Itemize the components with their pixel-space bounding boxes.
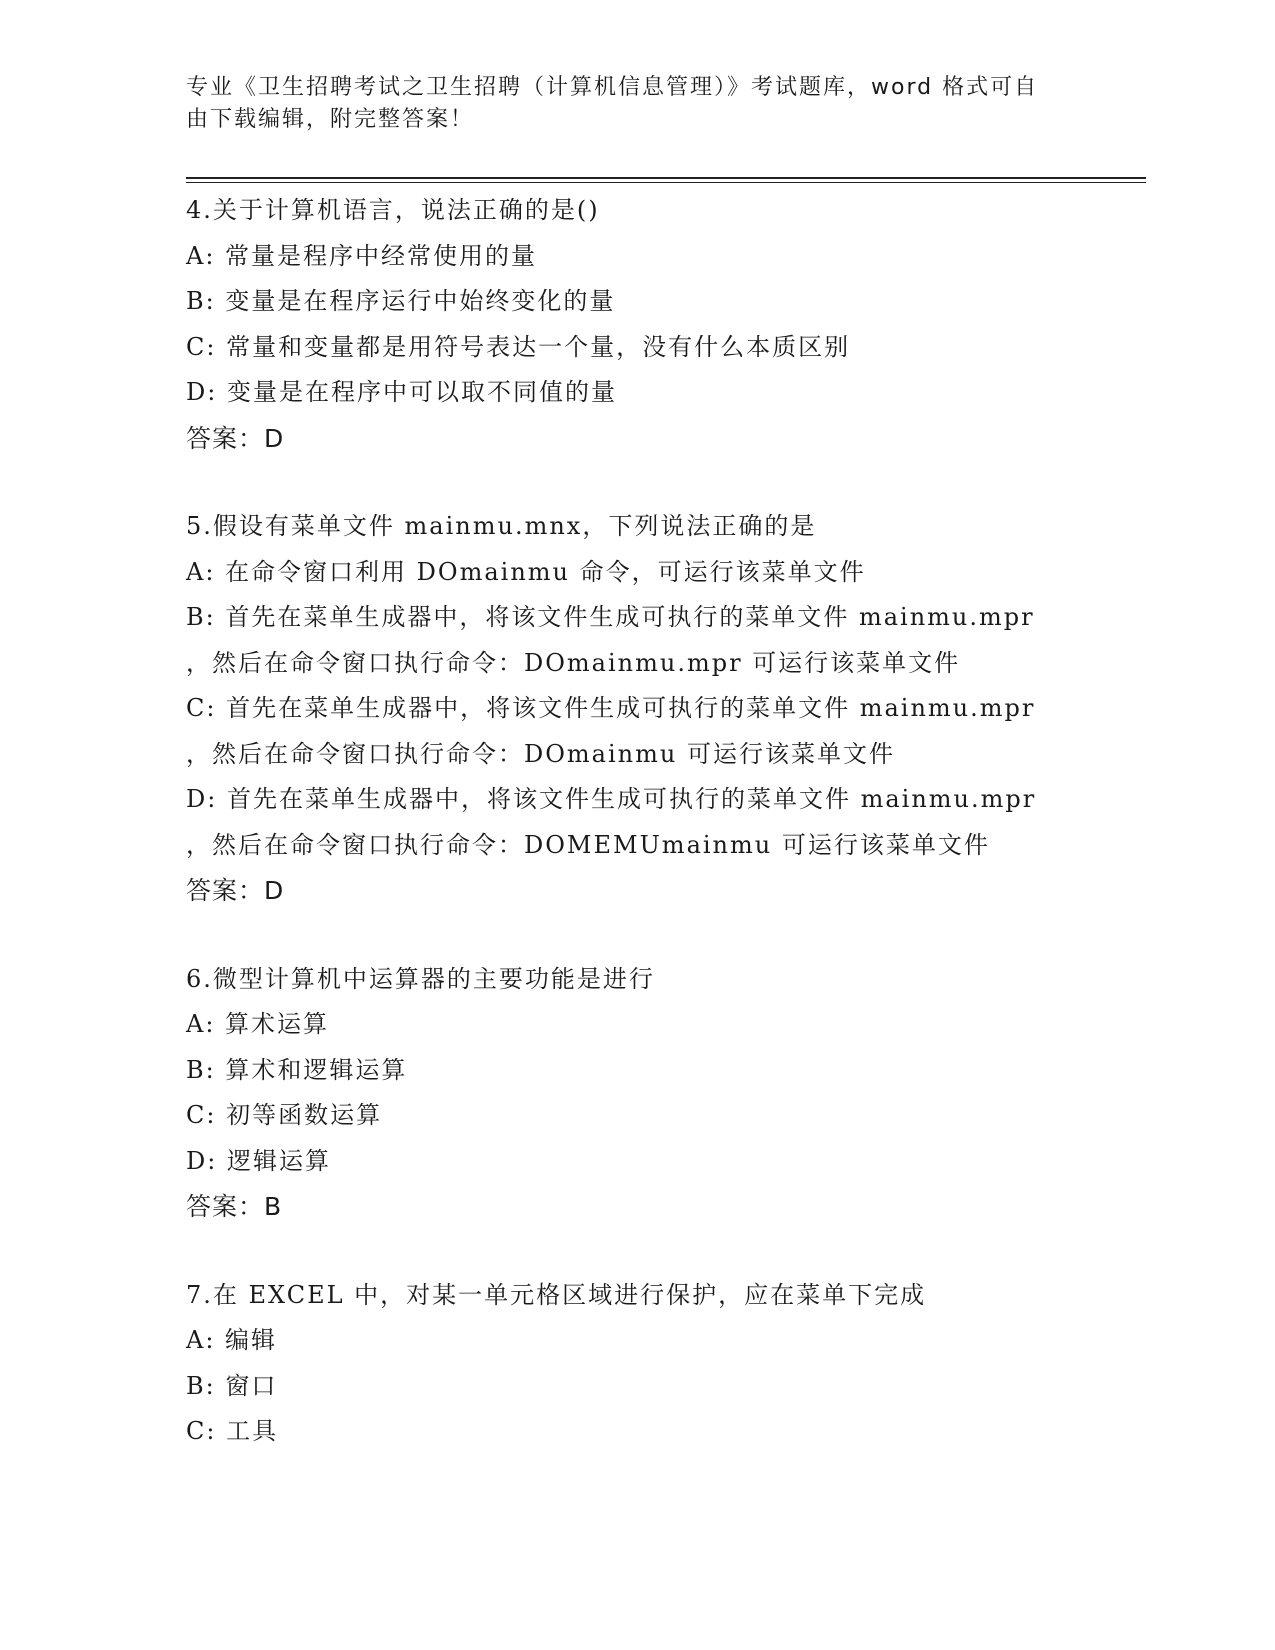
answer-line: 答案：D — [186, 423, 285, 453]
question-stem: 6.微型计算机中运算器的主要功能是进行 — [186, 964, 655, 993]
option-c: C: 工具 — [186, 1417, 279, 1445]
option-b-continued: ，然后在命令窗口执行命令：DOmainmu.mpr 可运行该菜单文件 — [186, 648, 961, 677]
header-divider-thin — [186, 182, 1146, 183]
option-c: C: 首先在菜单生成器中，将该文件生成可执行的菜单文件 mainmu.mpr — [186, 694, 1036, 722]
option-a: A: 常量是程序中经常使用的量 — [186, 241, 538, 270]
spacer — [186, 461, 1186, 504]
question-list — [186, 188, 1186, 1455]
answer-line: 答案：D — [186, 876, 285, 905]
header-divider — [186, 177, 1146, 179]
option-a: A: 编辑 — [186, 1326, 278, 1354]
question-6 — [186, 957, 1186, 1230]
option-a: A: 算术运算 — [186, 1010, 330, 1038]
question-stem: 7.在 EXCEL 中，对某一单元格区域进行保护，应在菜单下完成 — [186, 1280, 927, 1309]
spacer — [186, 914, 1186, 957]
option-c-continued: ，然后在命令窗口执行命令：DOmainmu 可运行该菜单文件 — [186, 739, 895, 768]
question-4 — [186, 188, 1186, 461]
option-b: B: 窗口 — [186, 1371, 278, 1400]
option-c: C: 常量和变量都是用符号表达一个量，没有什么本质区别 — [186, 332, 851, 361]
question-5 — [186, 504, 1186, 914]
option-c: C: 初等函数运算 — [186, 1101, 383, 1129]
option-d-continued: ，然后在命令窗口执行命令：DOMEMUmainmu 可运行该菜单文件 — [186, 830, 990, 859]
header-line-2: 由下载编辑，附完整答案！ — [186, 107, 475, 132]
header-line-1: 专业《卫生招聘考试之卫生招聘（计算机信息管理）》考试题库，word 格式可自 — [186, 75, 1039, 100]
option-b: B: 算术和逻辑运算 — [186, 1055, 408, 1084]
answer-line: 答案：B — [186, 1192, 283, 1221]
option-b: B: 首先在菜单生成器中，将该文件生成可执行的菜单文件 mainmu.mpr — [186, 603, 1035, 631]
option-d: D: 逻辑运算 — [186, 1146, 331, 1175]
question-stem: 5.假设有菜单文件 mainmu.mnx，下列说法正确的是 — [186, 512, 817, 540]
option-a: A: 在命令窗口利用 DOmainmu 命令，可运行该菜单文件 — [186, 557, 866, 586]
option-d: D: 首先在菜单生成器中，将该文件生成可执行的菜单文件 mainmu.mpr — [186, 785, 1037, 813]
question-stem: 4.关于计算机语言，说法正确的是() — [186, 196, 600, 224]
option-b: B: 变量是在程序运行中始终变化的量 — [186, 287, 616, 315]
spacer — [186, 1230, 1186, 1273]
document-header — [186, 72, 1066, 136]
question-7 — [186, 1273, 1186, 1455]
option-d: D: 变量是在程序中可以取不同值的量 — [186, 378, 617, 406]
